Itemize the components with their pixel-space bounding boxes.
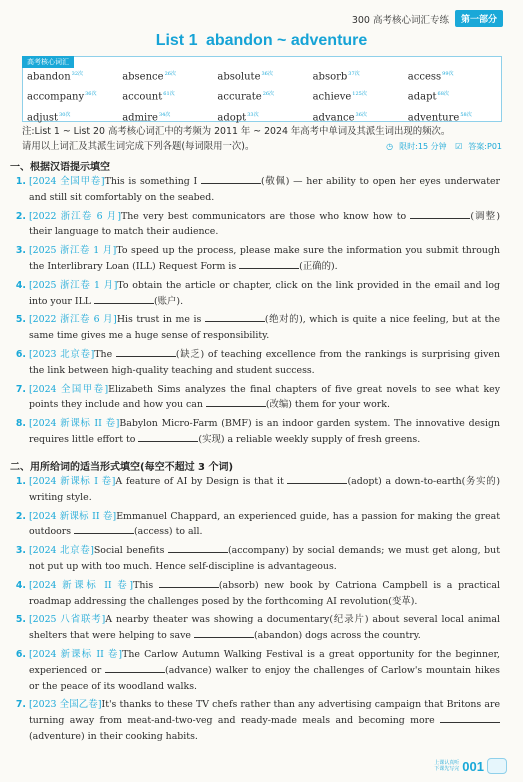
question-text-after: (缺乏) of teaching excellence from the rankings is surprising given the link between high-quality teaching and student success.	[29, 348, 500, 376]
section-2-heading: 二、用所给词的适当形式填空(每空不超过 3 个词)	[10, 462, 234, 473]
question-item	[10, 243, 500, 275]
question-text-before: This is something I	[104, 176, 201, 187]
vocab-word	[215, 109, 310, 124]
question-item	[10, 174, 500, 206]
list-number: List 1	[155, 32, 198, 49]
question-text	[29, 209, 500, 241]
question-source: [2022 浙江卷 6 月]	[29, 210, 121, 222]
question-item	[10, 578, 500, 610]
instruction-note	[22, 124, 502, 154]
note-line-1: 注:List 1 ~ List 20 高考核心词汇中的考频为 2011 年 ~ 2024 年高考中单词及其派生词出现的频次。	[22, 126, 451, 137]
question-source: [2024 新课标 I 卷]	[29, 476, 116, 487]
vocab-word-text: account	[122, 91, 163, 103]
vocab-word	[120, 88, 215, 103]
question-text	[29, 243, 500, 275]
vocab-word	[25, 88, 120, 103]
question-source: [2024 北京卷]	[29, 545, 94, 557]
question-text-after: (adventure) in their cooking habits.	[29, 730, 198, 742]
question-text-before: Elizabeth Sims analyzes the final chapters of five great novels to see what key points they include and how you can	[29, 383, 500, 411]
question-text-before: Babylon Micro-Farm (BMF) is an indoor garden system. The innovative design requires little effort to	[29, 418, 500, 445]
question-number: 5.	[15, 614, 26, 626]
vocab-word-text: advance	[312, 111, 355, 123]
question-number: 8.	[15, 418, 26, 430]
question-number: 3.	[15, 545, 26, 557]
question-number: 1.	[15, 476, 26, 487]
vocab-word-text: abandon	[27, 71, 71, 83]
answer-blank[interactable]	[440, 713, 500, 723]
section-1-items	[10, 174, 500, 451]
vocab-word	[25, 109, 120, 124]
vocab-frequency: 36次	[261, 71, 273, 77]
question-item	[10, 612, 500, 644]
question-source: [2024 新课标 II 卷]	[29, 579, 134, 591]
question-text-before: This	[133, 579, 159, 591]
section-1-heading: 一、根据汉语提示填空	[10, 162, 110, 173]
vocab-frequency: 26次	[262, 91, 275, 98]
question-text	[29, 647, 500, 694]
vocab-word	[311, 109, 406, 124]
question-text-before: His trust in me is	[116, 314, 205, 326]
vocab-frequency: 26次	[164, 71, 176, 77]
vocab-frequency: 30次	[59, 111, 71, 118]
question-item	[10, 647, 500, 694]
answer-blank[interactable]	[206, 397, 266, 407]
question-text-before: The Carlow Autumn Walking Festival is a great opportunity for the beginner, experienced or	[29, 648, 500, 676]
question-source: [2024 全国甲卷]	[29, 383, 109, 395]
clock-icon: ◷	[386, 142, 394, 151]
vocab-frequency: 36次	[85, 91, 97, 98]
question-text-before: A feature of AI by Design is that it	[115, 476, 288, 487]
question-text-after: (adopt) a down-to-earth(务实的) writing style.	[29, 476, 500, 503]
question-text-before: To obtain the article or chapter, click on the link provided in the email and log into your ILL	[29, 279, 500, 307]
vocab-word	[120, 68, 215, 83]
vocab-frequency: 32次	[71, 71, 84, 77]
answer-page: 答案:P01	[468, 142, 502, 151]
question-item	[10, 347, 500, 379]
book-title: 300 高考核心词汇专练	[351, 14, 449, 26]
vocab-word	[311, 68, 406, 83]
answer-blank[interactable]	[105, 663, 165, 673]
vocab-word	[215, 68, 310, 83]
question-text-after: (正确的).	[299, 260, 338, 272]
list-range: abandon ~ adventure	[205, 32, 368, 49]
question-text-before: Emmanuel Chappard, an experienced guide, has a passion for making the great outdoors	[29, 510, 500, 538]
question-source: [2024 新课标 II 卷]	[29, 648, 123, 660]
question-source: [2025 浙江卷 1 月]	[29, 279, 118, 291]
answer-blank[interactable]	[74, 524, 134, 534]
question-text	[29, 543, 500, 575]
question-text	[29, 697, 500, 744]
answer-blank[interactable]	[138, 432, 198, 442]
question-text-after: (advance) walker to enjoy the challenges of Carlow's mountain hikes or the peace of its woodland walks.	[29, 664, 500, 692]
question-number: 6.	[15, 348, 26, 360]
page-footer	[434, 758, 507, 774]
question-number: 7.	[15, 699, 26, 711]
question-text-after: (absorb) new book by Catriona Campbell is a practical roadmap addressing the challenges posed by the forthcoming AI revolution(变革).	[29, 579, 500, 607]
question-text	[29, 312, 500, 344]
question-number: 7.	[15, 383, 26, 395]
page-number: 001	[462, 758, 484, 774]
vocab-frequency: 36次	[355, 111, 367, 118]
vocab-word	[406, 109, 501, 124]
question-text-after: (敬佩) — her ability to open her eyes underwater and still sit comfortably on the seabed.	[29, 176, 500, 203]
question-number: 4.	[15, 279, 26, 291]
vocab-box	[22, 56, 502, 122]
part-badge: 第一部分	[455, 10, 503, 27]
vocab-word	[311, 88, 406, 103]
vocab-word-text: absence	[122, 71, 164, 83]
question-text-after: (abandon) dogs across the country.	[253, 630, 421, 642]
answer-blank[interactable]	[410, 209, 470, 219]
vocab-frequency: 33次	[247, 111, 259, 118]
question-text	[29, 416, 500, 448]
vocab-word-text: achieve	[312, 91, 352, 103]
question-item	[10, 209, 500, 241]
question-source: [2024 新课标 II 卷]	[29, 418, 120, 430]
answer-icon: ☑	[455, 142, 463, 151]
vocab-word	[406, 68, 501, 83]
question-text-before: The	[94, 348, 116, 360]
question-source: [2024 全国甲卷]	[29, 176, 105, 187]
vocab-word-text: adopt	[217, 111, 247, 123]
question-text-before: It's thanks to these TV chefs rather than any advertising campaign that Britons are turning away from meat-and-two-veg and ready-made meals and becoming more	[29, 699, 500, 727]
question-text-after: (access) to all.	[134, 526, 203, 538]
vocab-frequency: 125次	[352, 91, 367, 98]
question-source: [2022 浙江卷 6 月]	[29, 314, 117, 326]
question-source: [2023 全国乙卷]	[29, 699, 102, 711]
question-item	[10, 474, 500, 506]
vocab-frequency: 68次	[437, 91, 449, 98]
question-text	[29, 509, 500, 541]
answer-blank[interactable]	[287, 474, 347, 484]
vocab-word-text: absolute	[217, 71, 261, 83]
vocab-word	[120, 109, 215, 124]
answer-blank[interactable]	[239, 259, 299, 269]
question-item	[10, 697, 500, 744]
footer-note-1: 上课认真听	[434, 760, 460, 766]
time-limit: 限时:15 分钟	[399, 142, 447, 151]
vocab-word-text: adapt	[407, 91, 437, 103]
answer-blank[interactable]	[205, 312, 265, 322]
question-text-before: To speed up the process, please make sure the information you submit through the Interlibrary Loan (ILL) Request Form is	[29, 245, 500, 272]
question-item	[10, 416, 500, 448]
question-item	[10, 278, 500, 310]
question-number: 2.	[15, 210, 26, 222]
question-text-after: (实现) a reliable weekly supply of fresh greens.	[198, 433, 421, 445]
question-source: [2023 北京卷]	[29, 348, 95, 360]
question-text-before: Social benefits	[93, 545, 169, 557]
question-text	[29, 474, 500, 506]
page-header	[352, 10, 503, 27]
list-title	[0, 32, 523, 50]
question-source: [2025 浙江卷 1 月]	[29, 245, 117, 257]
vocab-word-text: accompany	[27, 91, 85, 103]
answer-blank[interactable]	[201, 174, 261, 184]
vocab-word	[406, 88, 501, 103]
question-source: [2024 新课标 II 卷]	[29, 510, 117, 522]
question-text	[29, 278, 500, 310]
vocab-word	[25, 68, 120, 83]
question-number: 6.	[15, 648, 26, 660]
vocab-grid	[25, 68, 501, 124]
mascot-icon	[487, 758, 507, 774]
question-text	[29, 382, 500, 414]
question-number: 5.	[15, 314, 26, 326]
question-item	[10, 312, 500, 344]
vocab-frequency: 61次	[163, 91, 175, 98]
section-2-items	[10, 474, 500, 748]
footer-note-2: 下课先写完	[434, 766, 460, 772]
question-text-before: The very best communicators are those who know how to	[120, 210, 411, 222]
vocab-frequency: 58次	[460, 111, 472, 118]
question-number: 2.	[15, 510, 26, 522]
vocab-word-text: adjust	[27, 111, 59, 123]
vocab-frequency: 37次	[348, 71, 360, 77]
question-number: 1.	[15, 176, 26, 187]
question-text-after: (accompany) by social demands; we must get along, but not put up with too much. Hence self-discipline is advantageous.	[29, 545, 500, 572]
vocab-word-text: absorb	[312, 71, 348, 83]
question-text	[29, 612, 500, 644]
vocab-label: 高考核心词汇	[22, 56, 74, 68]
question-text-after: (账户).	[154, 295, 184, 307]
vocab-word-text: access	[407, 71, 442, 83]
question-number: 4.	[15, 579, 26, 591]
vocab-word-text: admire	[122, 111, 158, 123]
vocab-frequency: 34次	[158, 111, 171, 118]
vocab-frequency: 99次	[442, 71, 454, 77]
question-text	[29, 347, 500, 379]
answer-blank[interactable]	[159, 578, 219, 588]
question-source: [2025 八省联考]	[29, 614, 106, 626]
question-number: 3.	[15, 245, 26, 257]
note-line-2: 请用以上词汇及其派生词完成下列各题(每词限用一次)。	[22, 141, 255, 152]
answer-blank[interactable]	[94, 294, 154, 304]
question-item	[10, 543, 500, 575]
answer-blank[interactable]	[168, 543, 228, 553]
vocab-word-text: adventure	[407, 111, 460, 123]
vocab-word-text: accurate	[217, 91, 262, 103]
vocab-word	[215, 88, 310, 103]
question-text-after: (调整) their language to match their audience.	[29, 210, 500, 238]
question-text	[29, 578, 500, 610]
question-text-after: (绝对的), which is quite a nice feeling, but at the same time gives me a huge sense of responsibility.	[29, 314, 500, 342]
question-text	[29, 174, 500, 206]
question-item	[10, 509, 500, 541]
question-item	[10, 382, 500, 414]
answer-blank[interactable]	[194, 628, 254, 638]
question-text-after: (改编) them for your work.	[265, 399, 390, 411]
question-text-before: A nearby theater was showing a documentary(纪录片) about several local animal shelters that were helping to save	[29, 614, 500, 642]
answer-blank[interactable]	[116, 347, 176, 357]
